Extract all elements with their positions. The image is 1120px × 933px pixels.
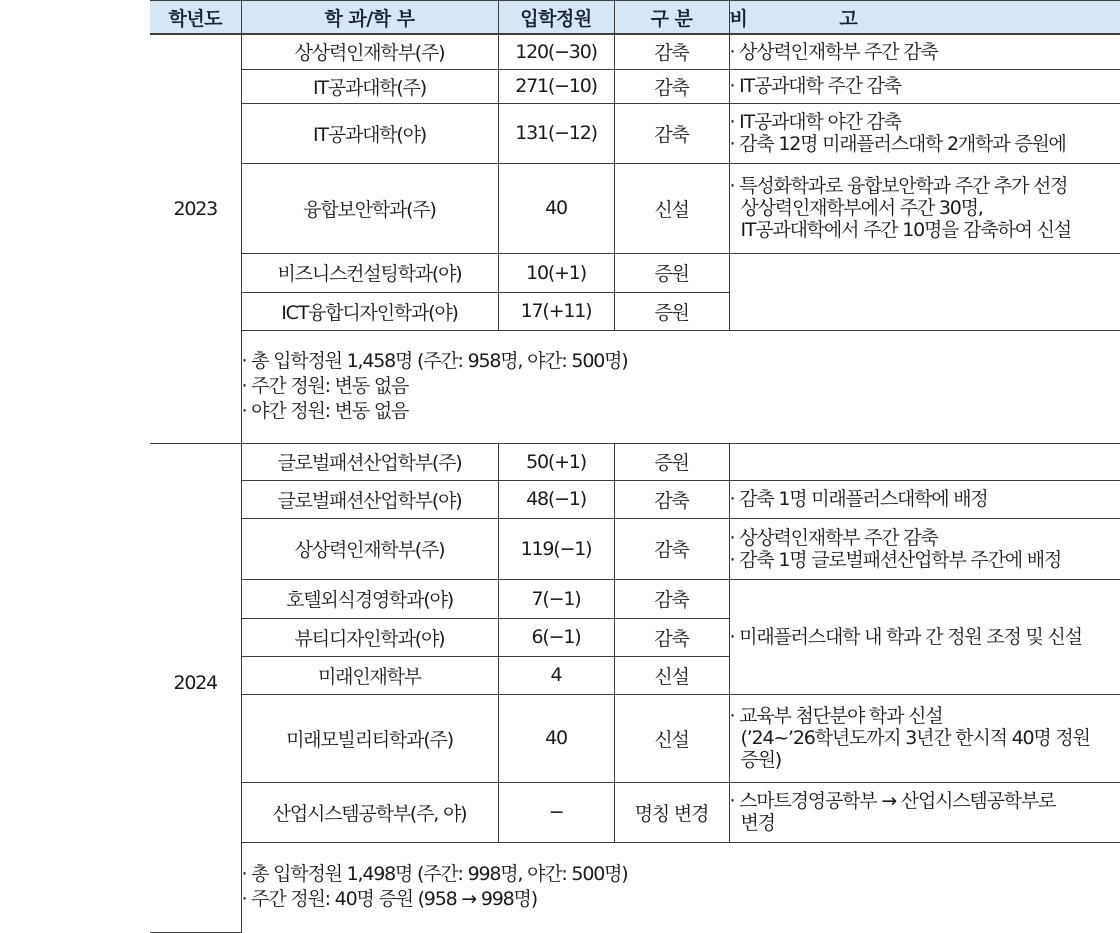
type-cell: 신설	[614, 656, 729, 694]
note-line: 상상력인재학부에서 주간 30명,	[730, 197, 1120, 219]
note-line: · 상상력인재학부 주간 감축	[730, 527, 1120, 549]
type-cell: 증원	[614, 292, 729, 330]
type-cell: 감축	[614, 34, 729, 69]
table-row	[150, 253, 1120, 292]
note-cell	[729, 163, 1120, 253]
quota-cell: 120(−30)	[498, 34, 614, 69]
note-line: · 미래플러스대학 내 학과 간 정원 조정 및 신설	[730, 626, 1120, 648]
note-cell	[729, 694, 1120, 782]
dept-cell: 글로벌패션산업학부(주)	[241, 443, 498, 480]
header-notes	[729, 0, 1120, 34]
summary-line: · 야간 정원: 변동 없음	[242, 399, 1120, 424]
dept-cell: 상상력인재학부(주)	[241, 518, 498, 579]
table-row	[150, 518, 1120, 579]
dept-cell: 융합보안학과(주)	[241, 163, 498, 253]
quota-cell: 10(+1)	[498, 253, 614, 292]
type-cell: 감축	[614, 518, 729, 579]
note-cell	[729, 480, 1120, 518]
quota-cell: 119(−1)	[498, 518, 614, 579]
summary-line: · 총 입학정원 1,458명 (주간: 958명, 야간: 500명)	[242, 349, 1120, 374]
note-cell	[729, 69, 1120, 103]
table-row	[150, 69, 1120, 103]
note-line: · 스마트경영공학부 → 산업시스템공학부로	[730, 790, 1120, 812]
admission-quota-table	[150, 0, 1120, 933]
note-line: 증원)	[730, 749, 1120, 771]
header-year: 학년도	[150, 0, 241, 34]
type-cell: 명칭 변경	[614, 782, 729, 842]
header-notes-char-1: 비	[730, 8, 748, 30]
note-line: · 감축 12명 미래플러스대학 2개학과 증원에	[730, 133, 1120, 155]
table-row	[150, 480, 1120, 518]
header-type: 구 분	[614, 0, 729, 34]
table-row	[150, 103, 1120, 163]
note-cell	[729, 34, 1120, 69]
quota-cell: 271(−10)	[498, 69, 614, 103]
note-line: 변경	[730, 812, 1120, 834]
year-2023	[150, 34, 241, 443]
header-department: 학 과/학 부	[241, 0, 498, 34]
dept-cell: 뷰티디자인학과(야)	[241, 618, 498, 656]
table-row	[150, 443, 1120, 480]
quota-cell: 6(−1)	[498, 618, 614, 656]
note-line: (’24~’26학년도까지 3년간 한시적 40명 정원	[730, 727, 1120, 749]
header-row	[150, 0, 1120, 34]
quota-cell: 50(+1)	[498, 443, 614, 480]
dept-cell: 산업시스템공학부(주, 야)	[241, 782, 498, 842]
dept-cell: 상상력인재학부(주)	[241, 34, 498, 69]
table-row	[150, 163, 1120, 253]
note-line: · 교육부 첨단분야 학과 신설	[730, 705, 1120, 727]
table-row	[150, 782, 1120, 842]
note-line: · 상상력인재학부 주간 감축	[730, 41, 1120, 63]
type-cell: 증원	[614, 443, 729, 480]
type-cell: 감축	[614, 618, 729, 656]
header-quota: 입학정원	[498, 0, 614, 34]
note-line: · 감축 1명 글로벌패션산업학부 주간에 배정	[730, 549, 1120, 571]
note-line: · IT공과대학 야간 감축	[730, 111, 1120, 133]
type-cell: 감축	[614, 69, 729, 103]
summary-row	[150, 330, 1120, 443]
quota-cell: 40	[498, 163, 614, 253]
type-cell: 감축	[614, 103, 729, 163]
note-cell-empty	[729, 443, 1120, 480]
summary-row	[150, 842, 1120, 932]
note-line: IT공과대학에서 주간 10명을 감축하여 신설	[730, 219, 1120, 241]
type-cell: 신설	[614, 163, 729, 253]
note-cell	[729, 103, 1120, 163]
dept-cell: 미래인재학부	[241, 656, 498, 694]
quota-cell: 48(−1)	[498, 480, 614, 518]
dept-cell: 글로벌패션산업학부(야)	[241, 480, 498, 518]
quota-cell: −	[498, 782, 614, 842]
quota-cell: 7(−1)	[498, 579, 614, 618]
quota-cell: 131(−12)	[498, 103, 614, 163]
type-cell: 감축	[614, 480, 729, 518]
note-cell-merged	[729, 579, 1120, 694]
year-label: 2023	[173, 198, 217, 220]
quota-cell: 17(+11)	[498, 292, 614, 330]
year-2024	[150, 443, 241, 932]
summary-line: · 주간 정원: 40명 증원 (958 → 998명)	[242, 887, 1120, 912]
note-cell-empty	[729, 253, 1120, 330]
note-line: · 특성화학과로 융합보안학과 주간 추가 선정	[730, 175, 1120, 197]
note-line: · 감축 1명 미래플러스대학에 배정	[730, 488, 1120, 510]
type-cell: 증원	[614, 253, 729, 292]
dept-cell: 비즈니스컨설팅학과(야)	[241, 253, 498, 292]
summary-line: · 주간 정원: 변동 없음	[242, 374, 1120, 399]
summary-line: · 총 입학정원 1,498명 (주간: 998명, 야간: 500명)	[242, 862, 1120, 887]
quota-cell: 40	[498, 694, 614, 782]
table-row	[150, 34, 1120, 69]
quota-cell: 4	[498, 656, 614, 694]
summary-cell-2023	[241, 330, 1120, 443]
dept-cell: IT공과대학(야)	[241, 103, 498, 163]
type-cell: 감축	[614, 579, 729, 618]
dept-cell: ICT융합디자인학과(야)	[241, 292, 498, 330]
year-label: 2024	[173, 672, 217, 694]
table-row	[150, 579, 1120, 618]
header-notes-char-2: 고	[839, 8, 857, 30]
table-row	[150, 694, 1120, 782]
dept-cell: 호텔외식경영학과(야)	[241, 579, 498, 618]
type-cell: 신설	[614, 694, 729, 782]
summary-cell-2024	[241, 842, 1120, 932]
note-line: · IT공과대학 주간 감축	[730, 75, 1120, 97]
dept-cell: 미래모빌리티학과(주)	[241, 694, 498, 782]
dept-cell: IT공과대학(주)	[241, 69, 498, 103]
note-cell	[729, 782, 1120, 842]
note-cell	[729, 518, 1120, 579]
